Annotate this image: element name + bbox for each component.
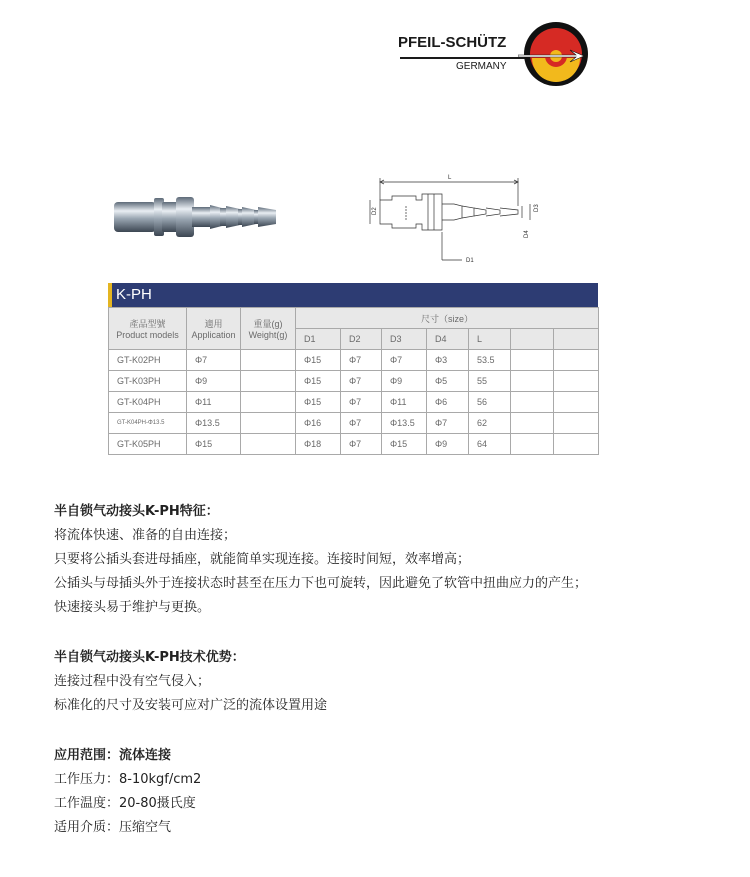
cell-d1: Φ15 [296,350,341,371]
cell-app: Φ13.5 [187,413,241,434]
cell-d3: Φ11 [382,392,427,413]
cell-weight [241,392,296,413]
cell-blank [554,371,599,392]
features-heading: 半自锁气动接头K-PH特征： [54,504,219,519]
cell-l: 62 [469,413,511,434]
advantages-heading: 半自锁气动接头K-PH技术优势： [54,650,245,665]
cell-blank [511,350,554,371]
application-heading: 应用范围：流体连接 [54,748,172,763]
cell-d4: Φ3 [427,350,469,371]
table-row [109,413,599,434]
spec-table-title: K-PH [116,286,152,303]
table-row [109,371,599,392]
cell-blank [554,434,599,455]
label-D3: D3 [534,204,540,212]
table-row [109,350,599,371]
cell-d4: Φ6 [427,392,469,413]
dimension-drawing [358,170,558,270]
features-item: 公插头与母插头外于连接状态时甚至在压力下也可旋转，因此避免了软管中扭曲应力的产生； [54,576,588,591]
cell-model: GT-K03PH [109,371,187,392]
brand-name: PFEIL-SCHÜTZ [398,34,507,51]
label-D2: D2 [372,207,378,215]
header-d3: D3 [382,329,427,350]
header-d2: D2 [341,329,382,350]
features-item: 快速接头易于维护与更换。 [54,600,211,615]
cell-blank [554,413,599,434]
cell-model: GT-K02PH [109,350,187,371]
application-item: 工作温度：20-80摄氏度 [54,796,196,811]
cell-app: Φ9 [187,371,241,392]
cell-d3: Φ15 [382,434,427,455]
cell-weight [241,413,296,434]
advantages-item: 连接过程中没有空气侵入； [54,674,211,689]
cell-l: 55 [469,371,511,392]
cell-d3: Φ13.5 [382,413,427,434]
brand-country: GERMANY [456,61,507,72]
brand-logo [398,20,588,88]
cell-d2: Φ7 [341,434,382,455]
cell-d3: Φ9 [382,371,427,392]
cell-d4: Φ5 [427,371,469,392]
cell-model: GT-K04PH-Φ13.5 [109,413,187,434]
cell-d1: Φ15 [296,392,341,413]
cell-d1: Φ15 [296,371,341,392]
spec-table-title-bar [108,283,598,307]
advantages-item: 标准化的尺寸及安装可应对广泛的流体设置用途 [54,698,328,713]
spec-table [108,307,599,455]
cell-l: 64 [469,434,511,455]
header-blank-1 [511,329,554,350]
label-D1: D1 [466,258,474,264]
cell-blank [554,392,599,413]
cell-model: GT-K04PH [109,392,187,413]
features-item: 只要将公插头套进母插座，就能简单实现连接。连接时间短，效率增高； [54,552,471,567]
spec-table-block [108,283,598,455]
header-size-group: 尺寸（size） [296,308,599,329]
label-L: L [448,175,452,181]
label-D4: D4 [524,230,530,238]
cell-blank [511,371,554,392]
cell-blank [511,434,554,455]
header-blank-2 [554,329,599,350]
header-weight: 重量(g) Weight(g) [241,308,296,350]
cell-app: Φ7 [187,350,241,371]
cell-weight [241,371,296,392]
application-item: 适用介质：压缩空气 [54,820,172,835]
cell-blank [511,392,554,413]
cell-d2: Φ7 [341,392,382,413]
cell-weight [241,350,296,371]
brand-emblem-icon [518,20,588,88]
cell-d4: Φ9 [427,434,469,455]
table-row [109,392,599,413]
cell-d2: Φ7 [341,350,382,371]
cell-l: 56 [469,392,511,413]
features-item: 将流体快速、准备的自由连接； [54,528,237,543]
header-application: 適用 Application [187,308,241,350]
cell-app: Φ15 [187,434,241,455]
cell-l: 53.5 [469,350,511,371]
cell-app: Φ11 [187,392,241,413]
cell-model: GT-K05PH [109,434,187,455]
description [54,500,734,840]
cell-d2: Φ7 [341,413,382,434]
cell-d1: Φ18 [296,434,341,455]
application-item: 工作压力：8-10kgf/cm2 [54,772,202,787]
cell-weight [241,434,296,455]
header-model: 產品型號 Product models [109,308,187,350]
table-row [109,434,599,455]
cell-d3: Φ7 [382,350,427,371]
title-accent [108,283,112,307]
cell-d1: Φ16 [296,413,341,434]
product-photo [110,188,286,244]
header-d4: D4 [427,329,469,350]
header-l: L [469,329,511,350]
cell-d2: Φ7 [341,371,382,392]
cell-d4: Φ7 [427,413,469,434]
cell-blank [511,413,554,434]
cell-blank [554,350,599,371]
header-d1: D1 [296,329,341,350]
